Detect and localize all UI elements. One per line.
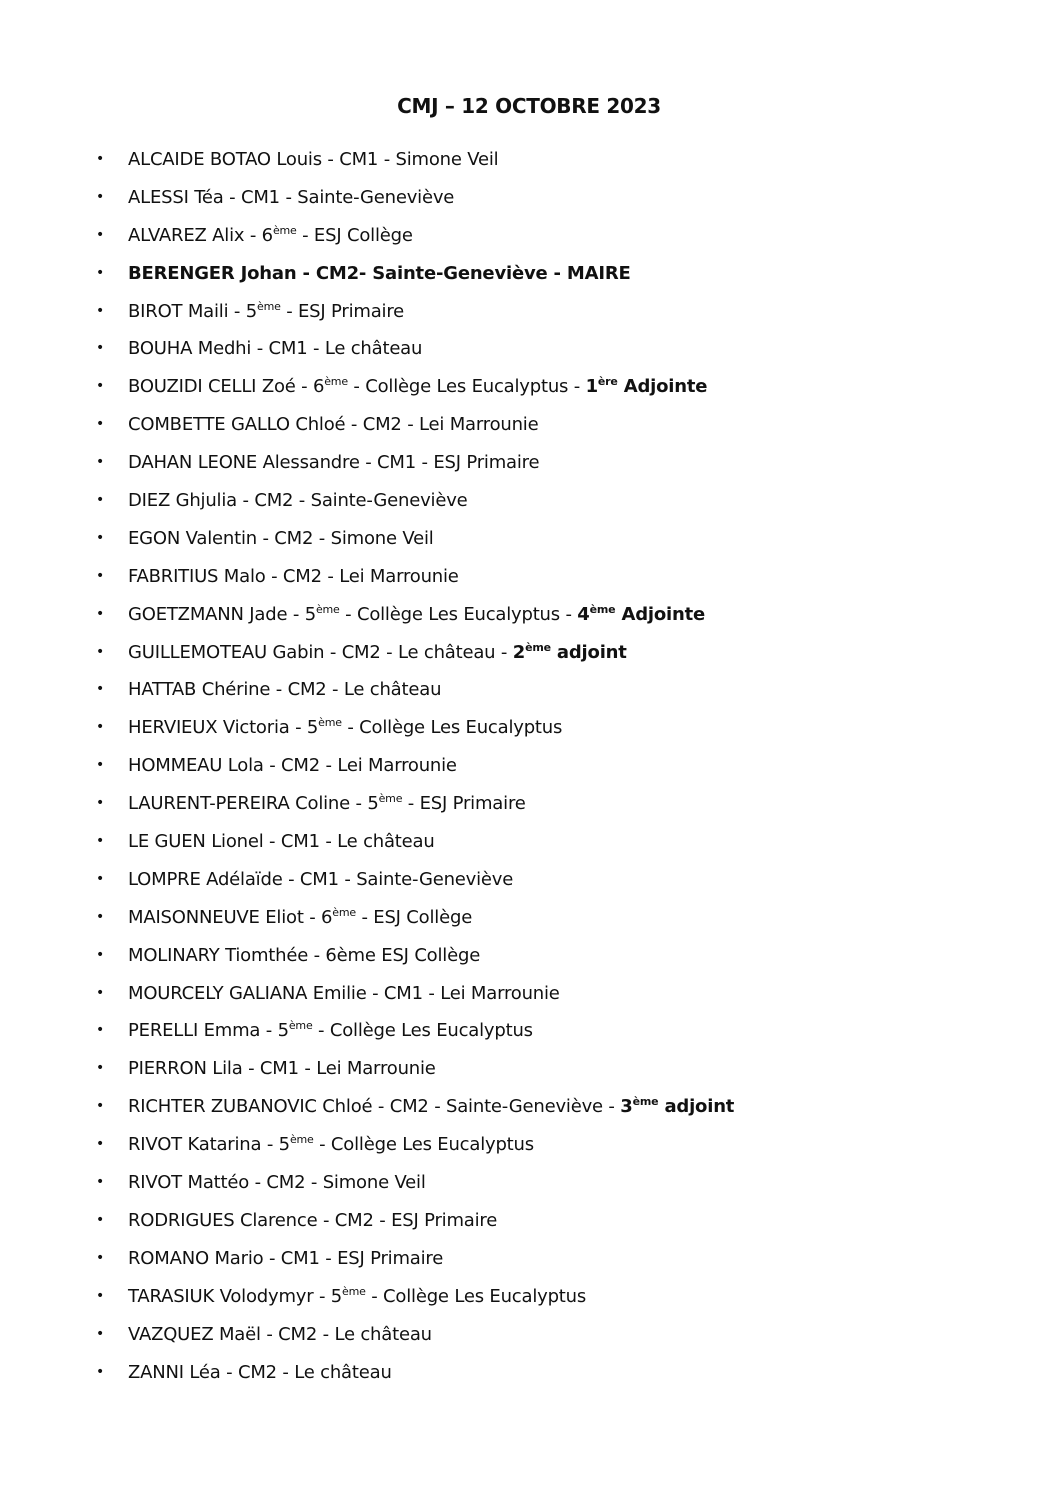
bullet-icon: • — [95, 908, 105, 925]
list-item-text — [128, 1354, 392, 1392]
bullet-icon: • — [95, 302, 105, 319]
text-segment: MAISONNEUVE Eliot - 6 — [128, 906, 333, 928]
list-item — [0, 330, 1000, 368]
bullet-icon: • — [95, 1136, 105, 1153]
list-item — [0, 747, 1000, 785]
text-segment: ALCAIDE BOTAO Louis - CM1 - Simone Veil — [128, 149, 499, 170]
text-segment: PERELLI Emma - 5 — [128, 1020, 289, 1042]
bullet-icon: • — [95, 833, 105, 850]
text-segment: 3 — [620, 1096, 633, 1118]
bullet-icon: • — [95, 1249, 105, 1266]
list-item-text — [128, 1278, 586, 1316]
bullet-icon: • — [95, 605, 105, 622]
text-segment: HERVIEUX Victoria - 5 — [128, 717, 319, 739]
text-segment: ALESSI Téa - CM1 - Sainte-Geneviève — [128, 186, 455, 208]
bullet-icon: • — [95, 454, 105, 471]
bullet-icon: • — [95, 492, 105, 509]
text-segment: - ESJ Collège — [355, 906, 473, 928]
ordinal-suffix: ème — [272, 223, 297, 237]
list-item — [0, 1050, 1000, 1088]
ordinal-suffix: ème — [342, 1284, 366, 1298]
text-segment: FABRITIUS Malo - CM2 - Lei Marrounie — [128, 565, 459, 587]
list-item — [0, 823, 1000, 861]
list-item — [0, 1164, 1000, 1202]
bullet-icon: • — [95, 795, 105, 812]
text-segment: 2 — [512, 641, 526, 663]
text-segment: 1 — [585, 376, 598, 398]
list-item-text — [128, 937, 480, 975]
text-segment: adjoint — [550, 641, 627, 663]
list-item-text — [128, 1240, 443, 1278]
bullet-icon: • — [95, 567, 105, 584]
text-segment: Adjointe — [615, 603, 706, 625]
list-item-text — [128, 634, 627, 672]
text-segment: - Collège Les Eucalyptus - — [347, 376, 586, 398]
ordinal-suffix: ème — [257, 299, 281, 313]
list-item — [0, 141, 1000, 179]
list-item — [0, 785, 1000, 823]
text-segment: adjoint — [658, 1096, 735, 1118]
bullet-icon: • — [95, 416, 105, 433]
bullet-icon: • — [95, 378, 105, 395]
text-segment: - ESJ Primaire — [280, 300, 405, 322]
list-item — [0, 368, 1000, 406]
text-segment: Adjointe — [617, 376, 708, 398]
list-item-text — [128, 596, 705, 634]
bullet-icon: • — [95, 1325, 105, 1342]
text-segment: BOUHA Medhi - CM1 - Le château — [128, 338, 423, 360]
ordinal-suffix: ème — [632, 1095, 659, 1109]
text-segment: EGON Valentin - CM2 - Simone Veil — [128, 527, 434, 549]
list-item-text — [128, 1088, 734, 1126]
ordinal-suffix: ème — [378, 792, 403, 806]
list-item — [0, 1240, 1000, 1278]
list-item — [0, 1354, 1000, 1392]
member-list — [0, 141, 1000, 1391]
list-item — [0, 596, 1000, 634]
list-item-text — [128, 671, 441, 709]
list-item-text — [128, 179, 454, 217]
text-segment: - Collège Les Eucalyptus — [312, 1020, 533, 1042]
list-item — [0, 1278, 1000, 1316]
text-segment: 4 — [577, 603, 590, 625]
text-segment: COMBETTE GALLO Chloé - CM2 - Lei Marrounie — [128, 414, 539, 436]
list-item-text — [128, 861, 513, 899]
list-item-text — [128, 482, 468, 520]
bullet-icon: • — [95, 264, 105, 281]
text-segment: RODRIGUES Clarence - CM2 - ESJ Primaire — [128, 1209, 498, 1231]
bullet-icon: • — [95, 984, 105, 1001]
list-item — [0, 1202, 1000, 1240]
text-segment: GUILLEMOTEAU Gabin - CM2 - Le château - — [128, 641, 513, 663]
list-item-text — [128, 1126, 534, 1164]
text-segment: - Collège Les Eucalyptus — [313, 1134, 534, 1156]
ordinal-suffix: ème — [332, 905, 356, 919]
bullet-icon: • — [95, 643, 105, 660]
list-item-text — [128, 406, 538, 444]
list-item-text — [128, 520, 434, 558]
text-segment: ROMANO Mario - CM1 - ESJ Primaire — [128, 1247, 444, 1269]
text-segment: BOUZIDI CELLI Zoé - 6 — [128, 376, 325, 398]
list-item-text — [128, 368, 707, 406]
list-item-text — [128, 1164, 426, 1202]
bullet-icon: • — [95, 1098, 105, 1115]
list-item-text — [128, 899, 472, 937]
list-item-text — [128, 330, 422, 368]
list-item — [0, 558, 1000, 596]
text-segment: LAURENT-PEREIRA Coline - 5 — [128, 793, 379, 815]
list-item-text — [128, 1012, 533, 1050]
bullet-icon: • — [95, 151, 105, 167]
ordinal-suffix: ème — [288, 1019, 313, 1033]
text-segment: DAHAN LEONE Alessandre - CM1 - ESJ Primaire — [128, 452, 540, 474]
list-item-text — [128, 558, 459, 596]
list-item — [0, 671, 1000, 709]
bullet-icon: • — [95, 529, 105, 546]
text-segment: ZANNI Léa - CM2 - Le château — [128, 1361, 392, 1383]
bullet-icon: • — [95, 681, 105, 698]
list-item-text — [128, 255, 631, 293]
text-segment: - Collège Les Eucalyptus — [341, 717, 563, 739]
text-segment: - Collège Les Eucalyptus - — [339, 603, 578, 625]
ordinal-suffix: ème — [589, 602, 616, 616]
list-item — [0, 1088, 1000, 1126]
text-segment: ALVAREZ Alix - 6 — [128, 224, 273, 246]
list-item-text — [128, 823, 435, 861]
text-segment: GOETZMANN Jade - 5 — [128, 603, 316, 625]
text-segment: VAZQUEZ Maël - CM2 - Le château — [128, 1323, 432, 1345]
bullet-icon: • — [95, 870, 105, 887]
list-item — [0, 709, 1000, 747]
ordinal-suffix: ème — [318, 716, 342, 730]
bullet-icon: • — [95, 1060, 105, 1077]
bullet-icon: • — [95, 1287, 105, 1304]
list-item — [0, 975, 1000, 1013]
text-segment: - ESJ Collège — [296, 224, 413, 246]
ordinal-suffix: ème — [324, 375, 348, 389]
list-item-text — [128, 747, 457, 785]
bullet-icon: • — [95, 1022, 105, 1039]
bullet-icon: • — [95, 757, 105, 774]
list-item-text — [128, 293, 404, 331]
list-item — [0, 482, 1000, 520]
text-segment: BERENGER Johan - CM2- Sainte-Geneviève - MAIRE — [128, 262, 631, 284]
bullet-icon: • — [95, 719, 105, 736]
text-segment: TARASIUK Volodymyr - 5 — [128, 1285, 343, 1307]
list-item — [0, 293, 1000, 331]
list-item — [0, 255, 1000, 293]
text-segment: - ESJ Primaire — [402, 793, 526, 815]
list-item-text — [128, 1050, 436, 1088]
ordinal-suffix: ème — [315, 602, 340, 616]
text-segment: RICHTER ZUBANOVIC Chloé - CM2 - Sainte-Geneviève - — [128, 1096, 621, 1118]
list-item-text — [128, 785, 526, 823]
ordinal-suffix: ère — [597, 375, 618, 389]
list-item — [0, 899, 1000, 937]
list-item — [0, 444, 1000, 482]
bullet-icon: • — [95, 1174, 105, 1191]
list-item-text — [128, 1202, 497, 1240]
list-item-text — [128, 217, 413, 255]
bullet-icon: • — [95, 226, 105, 243]
text-segment: HATTAB Chérine - CM2 - Le château — [128, 679, 442, 701]
list-item — [0, 937, 1000, 975]
ordinal-suffix: ème — [525, 640, 551, 654]
bullet-icon: • — [95, 1363, 105, 1380]
text-segment: - Collège Les Eucalyptus — [365, 1285, 587, 1307]
text-segment: PIERRON Lila - CM1 - Lei Marrounie — [128, 1058, 436, 1080]
page-title: CMJ – 12 OCTOBRE 2023 — [397, 94, 661, 118]
text-segment: DIEZ Ghjulia - CM2 - Sainte-Geneviève — [128, 490, 468, 512]
ordinal-suffix: ème — [289, 1133, 314, 1147]
bullet-icon: • — [95, 946, 105, 963]
text-segment: BIROT Maili - 5 — [128, 300, 258, 322]
list-item-text — [128, 444, 539, 482]
list-item-text — [128, 709, 562, 747]
list-item-text — [128, 1316, 432, 1354]
list-item — [0, 1126, 1000, 1164]
bullet-icon: • — [95, 340, 105, 357]
list-item — [0, 217, 1000, 255]
text-segment: LE GUEN Lionel - CM1 - Le château — [128, 831, 435, 853]
bullet-icon: • — [95, 188, 105, 205]
list-item — [0, 861, 1000, 899]
text-segment: RIVOT Katarina - 5 — [128, 1134, 290, 1156]
text-segment: HOMMEAU Lola - CM2 - Lei Marrounie — [128, 755, 457, 777]
list-item — [0, 179, 1000, 217]
text-segment: MOLINARY Tiomthée - 6ème ESJ Collège — [128, 944, 481, 966]
text-segment: MOURCELY GALIANA Emilie - CM1 - Lei Marrounie — [128, 982, 560, 1004]
bullet-icon: • — [95, 1211, 105, 1228]
list-item — [0, 520, 1000, 558]
list-item — [0, 1012, 1000, 1050]
text-segment: LOMPRE Adélaïde - CM1 - Sainte-Geneviève — [128, 868, 514, 890]
list-item-text — [128, 141, 498, 179]
list-item — [0, 634, 1000, 672]
text-segment: RIVOT Mattéo - CM2 - Simone Veil — [128, 1172, 426, 1194]
list-item — [0, 406, 1000, 444]
list-item-text — [128, 975, 560, 1013]
list-item — [0, 1316, 1000, 1354]
